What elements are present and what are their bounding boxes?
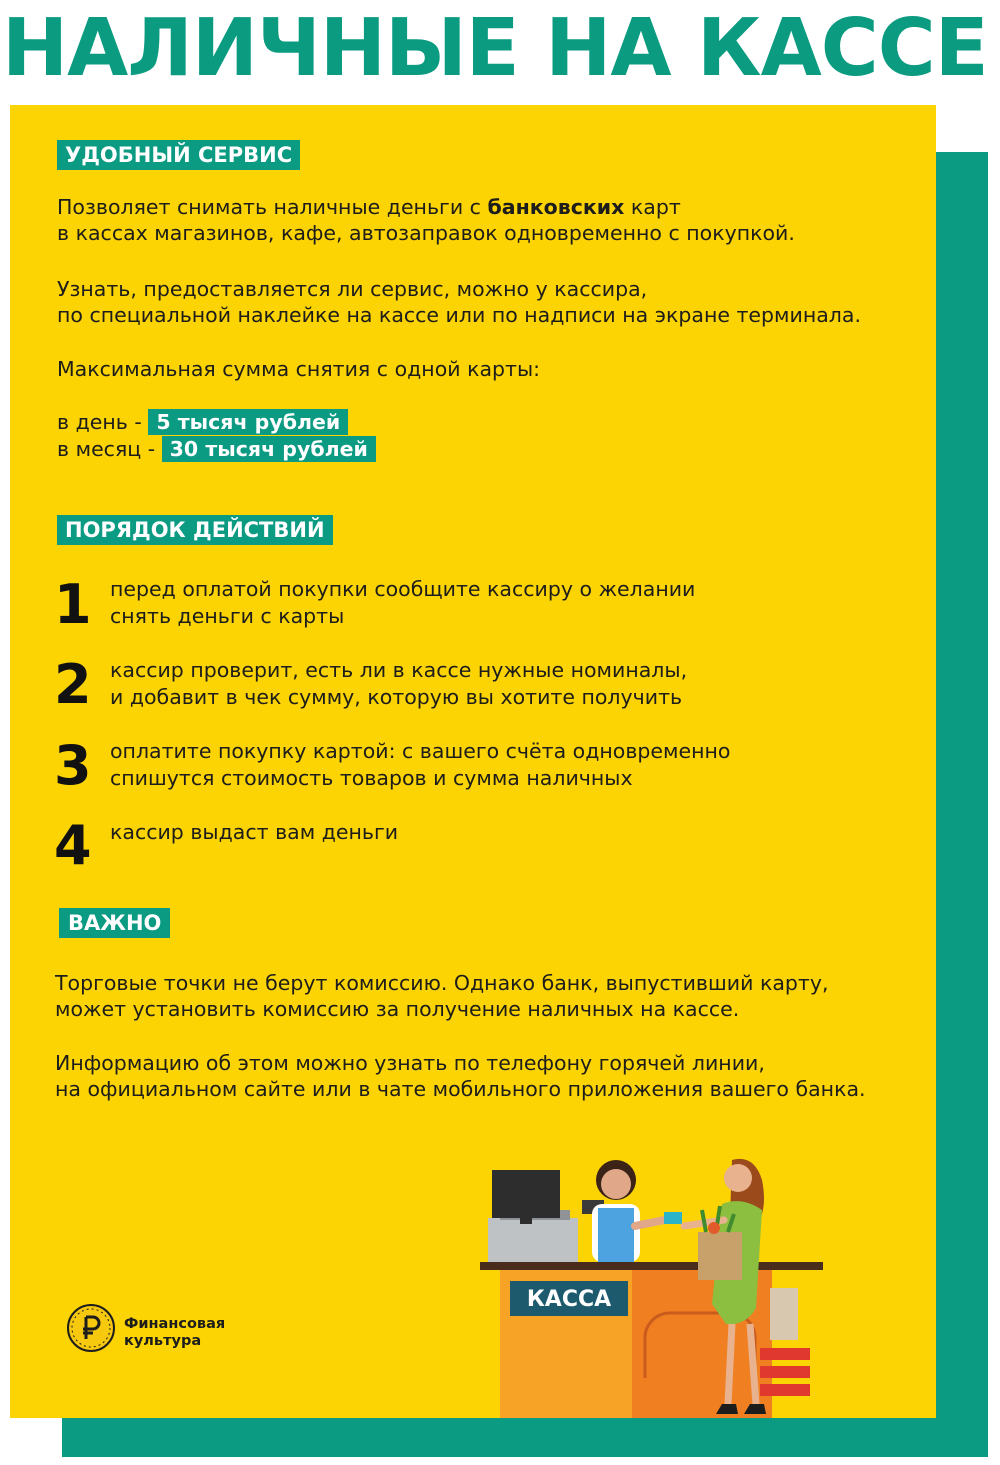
per-month-label: в месяц - — [57, 437, 162, 461]
per-day-label: в день - — [57, 410, 149, 434]
max-amount-label: Максимальная сумма снятия с одной карты: — [57, 357, 541, 381]
step-3-line-2: спишутся стоимость товаров и сумма наличных — [110, 766, 633, 790]
step-2-number: 2 — [54, 653, 92, 716]
service-paragraph-1-line-1: Позволяет снимать наличные деньги с банковских карт — [57, 195, 681, 219]
step-4-number: 4 — [54, 814, 92, 877]
ruble-coin-icon — [66, 1303, 116, 1353]
page-title: НАЛИЧНЫЕ НА КАССЕ — [2, 2, 988, 94]
register-sign-text: КАССА — [526, 1287, 612, 1312]
section-tag-important: ВАЖНО — [59, 908, 170, 938]
step-4-line-1: кассир выдаст вам деньги — [110, 820, 399, 844]
step-1-number: 1 — [54, 573, 92, 636]
logo-line-2: культура — [124, 1333, 202, 1349]
important-paragraph-1-line-1: Торговые точки не берут комиссию. Однако банк, выпустивший карту, — [55, 971, 829, 995]
important-paragraph-1-line-2: может установить комиссию за получение наличных на кассе. — [55, 997, 740, 1021]
per-day-row — [57, 409, 348, 436]
step-3-line-1: оплатите покупку картой: с вашего счёта одновременно — [110, 739, 731, 763]
logo-line-1: Финансовая — [124, 1316, 226, 1332]
service-paragraph-2-line-2: по специальной наклейке на кассе или по надписи на экране терминала. — [57, 303, 861, 327]
step-3-number: 3 — [54, 734, 92, 797]
counter-top — [480, 1262, 823, 1270]
important-paragraph-2-line-1: Информацию об этом можно узнать по телефону горячей линии, — [55, 1051, 765, 1075]
service-paragraph-1-line-2: в кассах магазинов, кафе, автозаправок одновременно с покупкой. — [57, 221, 795, 245]
cashier-icon — [592, 1160, 665, 1262]
register-base — [488, 1218, 578, 1262]
step-1-line-1: перед оплатой покупки сообщите кассиру о желании — [110, 577, 696, 601]
per-day-value: 5 тысяч рублей — [148, 409, 348, 435]
monitor-icon — [492, 1170, 560, 1218]
step-2-line-2: и добавит в чек сумму, которую вы хотите получить — [110, 685, 683, 709]
per-month-row — [57, 436, 376, 463]
section-tag-steps: ПОРЯДОК ДЕЙСТВИЙ — [57, 515, 333, 545]
service-paragraph-2-line-1: Узнать, предоставляется ли сервис, можно у кассира, — [57, 277, 648, 301]
step-2-line-1: кассир проверит, есть ли в кассе нужные номиналы, — [110, 658, 688, 682]
logo-text — [124, 1316, 225, 1350]
important-paragraph-2-line-2: на официальном сайте или в чате мобильного приложения вашего банка. — [55, 1077, 866, 1101]
section-tag-service: УДОБНЫЙ СЕРВИС — [57, 140, 300, 170]
card-icon — [664, 1212, 682, 1224]
financial-culture-logo — [66, 1303, 116, 1357]
per-month-value: 30 тысяч рублей — [162, 436, 376, 462]
checkout-illustration — [470, 1148, 830, 1423]
step-1-line-2: снять деньги с карты — [110, 604, 345, 628]
